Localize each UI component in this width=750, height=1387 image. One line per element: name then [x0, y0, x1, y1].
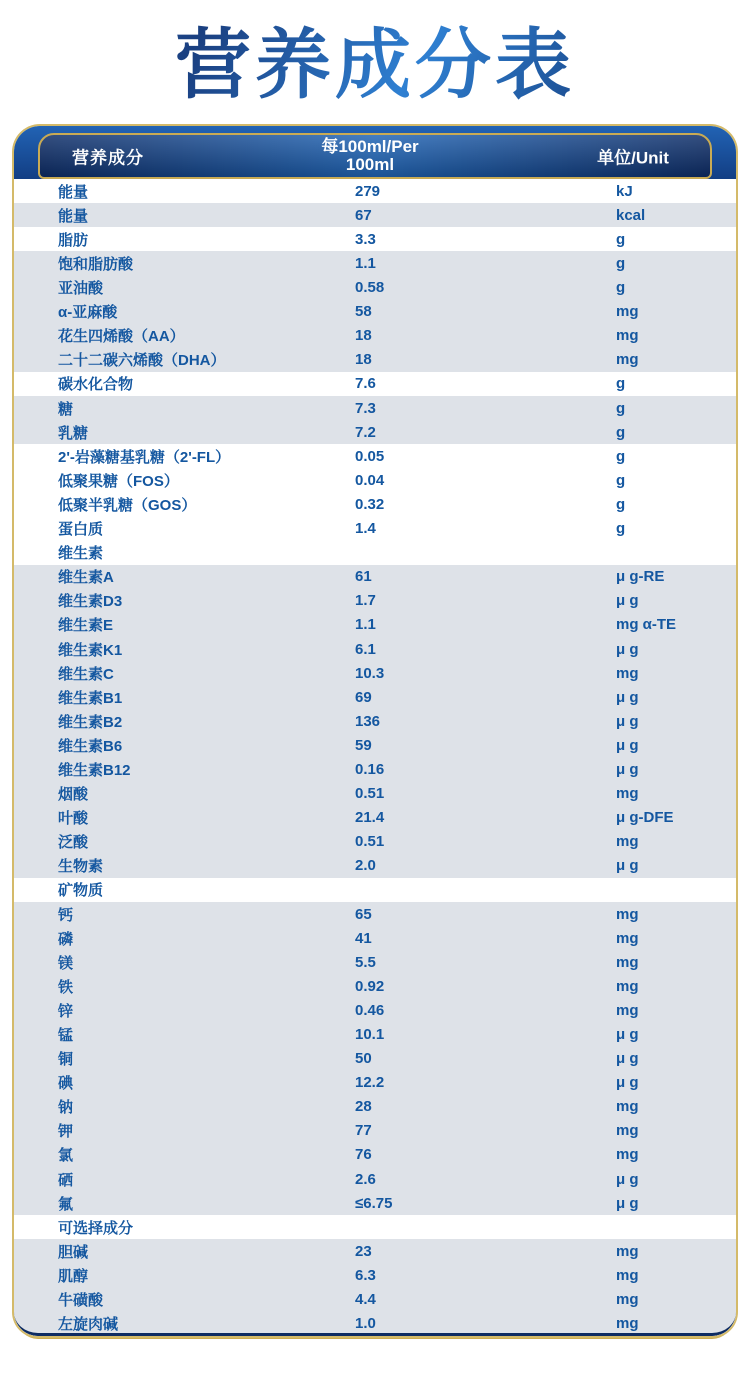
table-body	[14, 179, 736, 1336]
nutrient-name: 硒	[58, 1171, 74, 1189]
table-row	[14, 637, 736, 661]
nutrient-name: 锌	[58, 1002, 74, 1020]
nutrient-unit: μ g	[616, 1050, 639, 1068]
nutrient-name: 可选择成分	[58, 1219, 134, 1237]
nutrient-value: 28	[355, 1098, 372, 1116]
nutrient-name: 矿物质	[58, 882, 104, 900]
table-row	[14, 998, 736, 1022]
table-row	[14, 1143, 736, 1167]
nutrient-unit: mg	[616, 327, 639, 345]
nutrient-value: 0.51	[355, 833, 385, 851]
table-row	[14, 974, 736, 998]
nutrition-table	[14, 126, 736, 1336]
nutrient-name: 维生素E	[58, 617, 114, 635]
nutrient-value: 69	[355, 688, 372, 706]
nutrient-unit: g	[616, 471, 626, 489]
nutrient-unit: mg	[616, 977, 639, 995]
nutrient-value: 1.1	[355, 616, 376, 634]
nutrient-value: 18	[355, 351, 372, 369]
nutrient-value: 50	[355, 1050, 372, 1068]
nutrient-unit: mg	[616, 929, 639, 947]
table-row	[14, 324, 736, 348]
nutrient-value: 2.6	[355, 1170, 376, 1188]
nutrient-name: 花生四烯酸（AA）	[58, 328, 185, 346]
nutrient-unit: mg	[616, 1242, 639, 1260]
nutrient-value: 12.2	[355, 1074, 385, 1092]
nutrient-value: 2.0	[355, 857, 376, 875]
section-row	[14, 878, 736, 902]
nutrient-name: 维生素A	[58, 569, 114, 587]
nutrient-name: 肌醇	[58, 1267, 89, 1285]
nutrient-value: 76	[355, 1146, 372, 1164]
nutrient-name: 锰	[58, 1027, 74, 1045]
nutrient-unit: g	[616, 423, 626, 441]
nutrient-value: 10.1	[355, 1026, 385, 1044]
nutrient-unit: mg	[616, 1315, 639, 1333]
nutrient-unit: mg	[616, 785, 639, 803]
nutrient-name: 维生素B1	[58, 689, 123, 707]
table-row	[14, 1095, 736, 1119]
nutrient-unit: mg	[616, 1146, 639, 1164]
nutrient-name: 铁	[58, 978, 74, 996]
table-row	[14, 203, 736, 227]
table-row	[14, 782, 736, 806]
nutrient-value: 0.04	[355, 471, 385, 489]
nutrient-name: 维生素K1	[58, 641, 123, 659]
nutrient-name: 镁	[58, 954, 74, 972]
nutrient-name: 胆碱	[58, 1243, 89, 1261]
table-row	[14, 926, 736, 950]
nutrient-name: 蛋白质	[58, 521, 104, 539]
nutrient-name: 碳水化合物	[58, 376, 134, 394]
table-row	[14, 1312, 736, 1336]
nutrient-name: 叶酸	[58, 810, 89, 828]
nutrient-name: 氟	[58, 1195, 74, 1213]
table-row	[14, 444, 736, 468]
nutrient-unit: kJ	[616, 182, 633, 200]
table-row	[14, 589, 736, 613]
table-row	[14, 1288, 736, 1312]
nutrient-name: 生物素	[58, 858, 104, 876]
nutrient-name: 钾	[58, 1123, 74, 1141]
table-row	[14, 830, 736, 854]
header-unit-label: 单位/Unit	[597, 148, 669, 168]
nutrient-value: 4.4	[355, 1291, 376, 1309]
nutrient-unit: g	[616, 375, 626, 393]
nutrient-value: 6.1	[355, 640, 376, 658]
nutrient-unit: mg	[616, 1001, 639, 1019]
table-header-band	[14, 126, 736, 179]
nutrient-unit: g	[616, 279, 626, 297]
nutrient-name: 低聚果糖（FOS）	[58, 472, 179, 490]
table-row	[14, 420, 736, 444]
nutrient-unit: μ g-DFE	[616, 809, 674, 827]
nutrient-value: 58	[355, 303, 372, 321]
nutrient-value: 10.3	[355, 664, 385, 682]
table-row	[14, 1022, 736, 1046]
nutrient-value: 7.6	[355, 375, 376, 393]
nutrient-name: 烟酸	[58, 786, 89, 804]
nutrient-name: 乳糖	[58, 424, 89, 442]
nutrient-name: 糖	[58, 400, 74, 418]
nutrient-value: 7.2	[355, 423, 376, 441]
header-amount-line2: 100ml	[345, 155, 395, 175]
table-row	[14, 854, 736, 878]
table-row	[14, 709, 736, 733]
nutrient-value: 0.92	[355, 977, 385, 995]
nutrient-value: 6.3	[355, 1266, 376, 1284]
nutrient-unit: mg	[616, 664, 639, 682]
nutrient-value: 0.16	[355, 760, 385, 778]
table-row	[14, 227, 736, 251]
table-row	[14, 661, 736, 685]
nutrient-name: 二十二碳六烯酸（DHA）	[58, 352, 226, 370]
table-row	[14, 517, 736, 541]
nutrient-value: 1.7	[355, 592, 376, 610]
nutrient-value: 21.4	[355, 809, 385, 827]
nutrient-name: 维生素	[58, 545, 104, 563]
header-amount-line1: 每100ml/Per	[321, 137, 419, 157]
nutrient-value: ≤6.75	[355, 1194, 393, 1212]
nutrient-name: 左旋肉碱	[58, 1316, 119, 1334]
nutrient-unit: μ g	[616, 1170, 639, 1188]
nutrient-name: 牛磺酸	[58, 1292, 104, 1310]
section-row	[14, 541, 736, 565]
nutrient-value: 23	[355, 1242, 372, 1260]
table-row	[14, 1191, 736, 1215]
nutrient-unit: μ g	[616, 688, 639, 706]
nutrient-value: 3.3	[355, 230, 376, 248]
nutrient-name: 磷	[58, 930, 74, 948]
table-row	[14, 757, 736, 781]
table-row	[14, 1071, 736, 1095]
table-row	[14, 733, 736, 757]
nutrient-unit: μ g	[616, 1026, 639, 1044]
nutrient-unit: g	[616, 495, 626, 513]
nutrient-unit: μ g	[616, 760, 639, 778]
header-amount-label	[268, 138, 472, 174]
table-row	[14, 300, 736, 324]
table-row	[14, 613, 736, 637]
table-row	[14, 372, 736, 396]
table-row	[14, 806, 736, 830]
nutrient-name: 维生素B6	[58, 737, 123, 755]
nutrient-name: 维生素C	[58, 665, 114, 683]
nutrient-value: 136	[355, 712, 381, 730]
nutrient-unit: μ g-RE	[616, 568, 665, 586]
nutrient-value: 18	[355, 327, 372, 345]
table-row	[14, 1263, 736, 1287]
nutrient-unit: μ g	[616, 1194, 639, 1212]
nutrient-name: 2'-岩藻糖基乳糖（2'-FL）	[58, 448, 231, 466]
page-title: 营养成分表	[0, 20, 750, 111]
nutrient-unit: mg	[616, 1122, 639, 1140]
nutrient-value: 1.4	[355, 520, 376, 538]
table-row	[14, 492, 736, 516]
nutrient-unit: μ g	[616, 736, 639, 754]
nutrient-value: 0.46	[355, 1001, 385, 1019]
table-row	[14, 685, 736, 709]
nutrient-value: 0.05	[355, 447, 385, 465]
nutrient-value: 0.32	[355, 495, 385, 513]
nutrient-unit: g	[616, 255, 626, 273]
nutrient-value: 0.51	[355, 785, 385, 803]
nutrient-name: 亚油酸	[58, 280, 104, 298]
table-row	[14, 348, 736, 372]
nutrient-unit: mg	[616, 303, 639, 321]
table-row	[14, 565, 736, 589]
nutrient-value: 67	[355, 206, 372, 224]
nutrient-unit: mg	[616, 905, 639, 923]
nutrient-name: 能量	[58, 183, 89, 201]
section-row	[14, 1215, 736, 1239]
table-row	[14, 1119, 736, 1143]
nutrient-name: 钙	[58, 906, 74, 924]
nutrient-value: 61	[355, 568, 372, 586]
nutrient-name: 泛酸	[58, 834, 89, 852]
nutrient-unit: μ g	[616, 640, 639, 658]
nutrient-name: 铜	[58, 1051, 74, 1069]
nutrient-value: 1.1	[355, 255, 376, 273]
nutrient-unit: mg	[616, 1291, 639, 1309]
nutrient-name: 钠	[58, 1099, 74, 1117]
nutrient-name: 低聚半乳糖（GOS）	[58, 496, 197, 514]
nutrient-unit: mg α-TE	[616, 616, 677, 634]
nutrient-value: 59	[355, 736, 372, 754]
nutrient-unit: mg	[616, 351, 639, 369]
nutrient-name: 能量	[58, 207, 89, 225]
nutrient-name: 饱和脂肪酸	[58, 256, 134, 274]
table-row	[14, 902, 736, 926]
nutrient-name: 碘	[58, 1075, 74, 1093]
nutrient-name: 维生素D3	[58, 593, 123, 611]
nutrient-unit: μ g	[616, 712, 639, 730]
nutrient-name: 维生素B2	[58, 713, 123, 731]
table-row	[14, 179, 736, 203]
nutrient-value: 7.3	[355, 399, 376, 417]
nutrient-name: 脂肪	[58, 231, 89, 249]
nutrient-unit: mg	[616, 833, 639, 851]
nutrient-value: 5.5	[355, 953, 376, 971]
nutrient-name: 维生素B12	[58, 761, 131, 779]
nutrient-value: 41	[355, 929, 372, 947]
nutrient-unit: mg	[616, 1098, 639, 1116]
nutrient-unit: μ g	[616, 1074, 639, 1092]
nutrient-value: 279	[355, 182, 381, 200]
table-row	[14, 468, 736, 492]
nutrient-value: 0.58	[355, 279, 385, 297]
table-header	[38, 133, 712, 179]
nutrient-unit: μ g	[616, 592, 639, 610]
nutrient-unit: mg	[616, 1266, 639, 1284]
nutrient-value: 1.0	[355, 1315, 376, 1333]
nutrient-unit: g	[616, 520, 626, 538]
nutrient-unit: kcal	[616, 206, 646, 224]
nutrient-unit: g	[616, 399, 626, 417]
nutrient-unit: μ g	[616, 857, 639, 875]
table-row	[14, 251, 736, 275]
nutrient-unit: g	[616, 447, 626, 465]
table-row	[14, 1047, 736, 1071]
table-row	[14, 396, 736, 420]
header-nutrient-label: 营养成分	[72, 148, 144, 168]
table-row	[14, 276, 736, 300]
table-row	[14, 950, 736, 974]
nutrient-value: 65	[355, 905, 372, 923]
table-row	[14, 1167, 736, 1191]
nutrient-value: 77	[355, 1122, 372, 1140]
nutrient-unit: mg	[616, 953, 639, 971]
nutrient-name: 氯	[58, 1147, 74, 1165]
nutrient-unit: g	[616, 230, 626, 248]
nutrient-name: α-亚麻酸	[58, 304, 118, 322]
table-row	[14, 1239, 736, 1263]
